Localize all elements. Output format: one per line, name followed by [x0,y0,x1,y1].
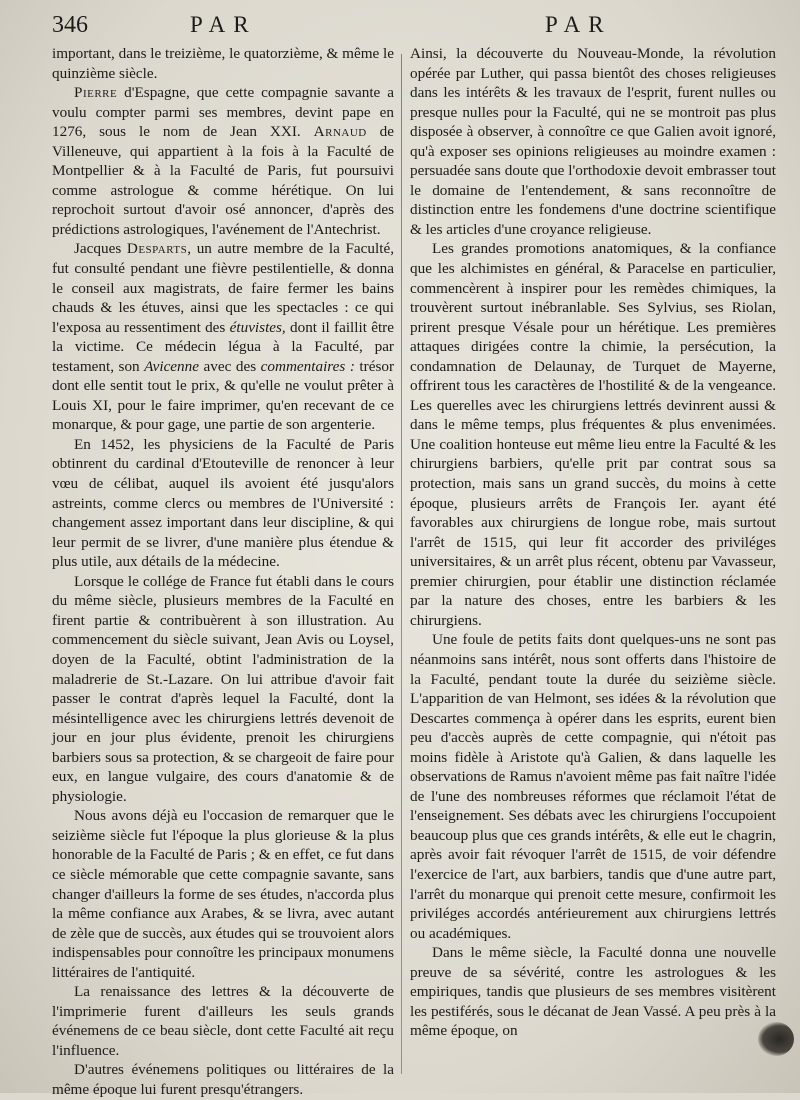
paragraph-5: Lorsque le collége de France fut établi dans le cours du même siècle, plusieurs membres de la Faculté en firent partie & contribuèrent à son illustration. Au commencement du siècle suivant, Jean Avis ou Loysel, doyen de la Faculté, obtint l'administration de la maladrerie de St.-Lazare. On lui attribue d'avoir fait passer le contrat d'après lequel la Faculté, dont la mésintelligence avec les chirurgiens lettrés devenoit de jour en jour plus évidente, prenoit les chirurgiens barbiers sous sa protection, & se chargeoit de faire pour eux, en langue vulgaire, des cours d'anatomie & de physiologie. [52,572,394,805]
paragraph-6: Nous avons déjà eu l'occasion de remarquer que le seizième siècle fut l'époque la plus glorieuse & la plus honorable de la Faculté de Paris ; & en effet, ce fut dans ce siècle mémorable que cette compagnie savante, sans changer d'ailleurs la forme de ses études, n'accorda plus la même confiance aux Arabes, & se livra, avec autant de zèle que de succès, aux études qui se trouvoient alors indispensables pour connoître les principaux monumens littéraires de l'antiquité. [52,807,394,981]
right-column [410,44,776,1041]
paragraph-r4: Dans le même siècle, la Faculté donna une nouvelle preuve de sa sévérité, contre les astrologues & les empiriques, tandis que plusieurs de ses membres visitèrent les pestiférés, sous le décanat de Jean Vassé. A peu près à la même époque, on [410,944,776,1040]
paragraph-r3: Une foule de petits faits dont quelques-uns ne sont pas néanmoins sans intérêt, nous sont offerts dans l'histoire de la Faculté, pendant toute la durée du seizième siècle. L'apparition de van Helmont, ses idées & la révolution que Descartes commença à opérer dans les esprits, eurent bien peu d'accès auprès de cette compagnie, qui n'étoit pas moins fidèle à Aristote qu'à Galien, & dans laquelle les observations de Ramus n'avoient même pas fait naître l'idée de l'une des nombreuses réformes que réclamoit l'état de l'enseignement. Ses débats avec les chirurgiens l'occupoient beaucoup plus que ces grands intérêts, & elle eut le chagrin, après avoir fait révoquer l'arrêt de 1515, de voir défendre l'exercice de l'art, aux barbiers, tandis que d'une autre part, l'arrêt du monarque qui prenoit cette mesure, confirmoit les priviléges accordés antérieurement aux chirurgiens lettrés ou académiques. [410,631,776,942]
column-divider [401,54,402,1074]
person-name-desparts: Desparts [126,240,188,258]
paragraph-r1: Ainsi, la découverte du Nouveau-Monde, la révolution opérée par Luther, qui passa bientôt des choses religieuses dans les intérêts & les travaux de l'esprit, furent nulles ou presque nulles pour la Faculté, qui ne se montroit pas plus disposée à observer, à connoître ce que Galien avoit ignoré, qu'à exposer ses opinions religieuses au moindre examen : persuadée sans doute que l'orthodoxie devoit embrasser tout le domaine de l'entendement, & sans reconnoître de distinction entre les fondemens d'une doctrine scientifique & les articles d'une croyance religieuse. [410,45,776,238]
running-title-left: PAR [190,12,257,37]
paragraph-4: En 1452, les physiciens de la Faculté de Paris obtinrent du cardinal d'Etouteville de renoncer à leur vœu de célibat, auquel ils avoient été jusqu'alors astreints, comme clercs ou membres de l'Université : changement assez important dans leur discipline, & qui leur permit de se livrer, d'une manière plus étendue & plus utile, aux détails de la médecine. [52,435,394,571]
ink-blot [758,1022,794,1056]
paragraph-r2: Les grandes promotions anatomiques, & la confiance que les alchimistes en général, & Paracelse en particulier, commencèrent à inspirer pour les remèdes chimiques, la trouvèrent surtout inébranlable. Ses Sylvius, ses Riolan, prirent presque Vésale pour un hérétique. Les premières attaques dirigées contre la chimie, la persécution, la condamnation de Delaunay, de Turquet de Mayerne, offrirent tous les caractères de l'hostilité & de la vengeance. Les querelles avec les chirurgiens lettrés devinrent aussi & dans le même temps, plus fréquentes & plus envenimées. Une coalition honteuse eut même lieu entre la Faculté & les chirurgiens barbiers, qu'elle prit par contrat sous sa protection, mais sans un grand succès, du moins à cette époque, plusieurs arrêts de François Ier. ayant été favorables aux chirurgiens de longue robe, mais surtout l'arrêt de 1515, qui leur fit accorder des priviléges universitaires, & un arrêt plus récent, obtenu par Vavasseur, premier chirurgien, pour établir une distinction réclamée par la nature des choses, entre les barbiers & les chirurgiens. [410,240,776,629]
paragraph-2: Pierre d'Espagne, que cette compagnie savante a voulu compter parmi ses membres, devint pape en 1276, sous le nom de Jean XXI. Arnaud de Villeneuve, qui appartient à la fois à la Faculté de Montpellier & à la Faculté de Paris, fut poursuivi comme astrologue & comme hérétique. On lui reprochoit surtout d'avoir osé annoncer, d'après des prédictions astrologiques, l'avénement de l'Antechrist. [52,84,394,238]
paragraph-8: D'autres événemens politiques ou littéraires de la même époque lui furent presqu'étrangers. [52,1061,394,1098]
person-name-pierre: Pierre [74,84,118,102]
running-title-right: PAR [545,12,612,37]
page-number: 346 [52,12,88,38]
paragraph-7: La renaissance des lettres & la découverte de l'imprimerie furent d'ailleurs les seuls grands événemens de ce beau siècle, dont cette Faculté ait reçu l'influence. [52,983,394,1059]
person-name-arnaud: Arnaud [313,123,367,141]
left-column [52,44,394,1100]
paragraph-3: Jacques Desparts, un autre membre de la Faculté, fut consulté pendant une fièvre pestilentielle, & donna le conseil aux magistrats, de faire fermer les bains chauds & les étuves, ainsi que les spectacles : ce qui l'exposa au ressentiment des étuvistes, dont il faillit être la victime. Ce médecin légua à la Faculté, par testament, son Avicenne avec des commentaires : trésor dont elle sentit tout le prix, & qu'elle ne voulut prêter à Louis XI, pour le faire imprimer, qu'en recevant de ce monarque, & pour gage, une partie de son argenterie. [52,240,395,434]
paragraph-1: important, dans le treizième, le quatorzième, & même le quinzième siècle. [52,45,395,82]
